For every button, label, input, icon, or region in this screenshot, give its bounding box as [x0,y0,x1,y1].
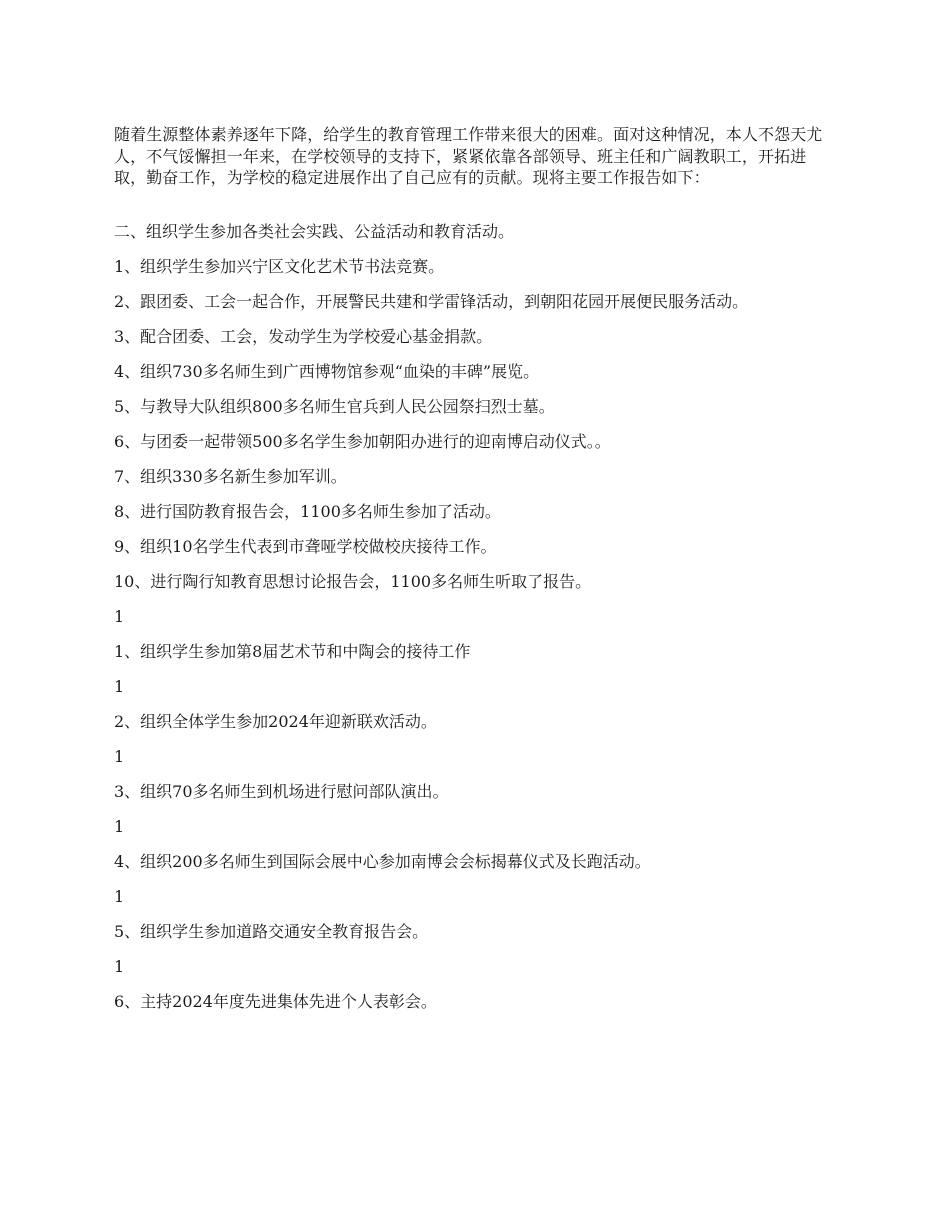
list-item: 3、组织70多名师生到机场进行慰问部队演出。 [114,781,449,801]
list-item: 4、组织200多名师生到国际会展中心参加南博会会标揭幕仪式及长跑活动。 [114,851,651,871]
list-item: 2、跟团委、工会一起合作，开展警民共建和学雷锋活动，到朝阳花园开展便民服务活动。 [114,291,749,311]
list-item: 1、组织学生参加第8届艺术节和中陶会的接待工作 [114,641,471,661]
list-item: 6、与团委一起带领500多名学生参加朝阳办进行的迎南博启动仪式。。 [114,431,611,451]
list-item: 9、组织10名学生代表到市聋哑学校做校庆接待工作。 [114,536,497,556]
section-heading: 二、组织学生参加各类社会实践、公益活动和教育活动。 [114,221,515,241]
page-marker: 1 [114,816,125,836]
list-item: 1、组织学生参加兴宁区文化艺术节书法竞赛。 [114,256,445,276]
list-item: 8、进行国防教育报告会，1100多名师生参加了活动。 [114,501,501,521]
list-item: 7、组织330多名新生参加军训。 [114,466,347,486]
page-marker: 1 [114,606,125,626]
document-page [114,124,824,1026]
list-item: 5、组织学生参加道路交通安全教育报告会。 [114,921,429,941]
list-item: 2、组织全体学生参加2024年迎新联欢活动。 [114,711,437,731]
list-item: 10、进行陶行知教育思想讨论报告会，1100多名师生听取了报告。 [114,571,592,591]
page-marker: 1 [114,886,125,906]
list-item: 4、组织730多名师生到广西博物馆参观“血染的丰碑”展览。 [114,361,540,381]
intro-paragraph: 随着生源整体素养逐年下降，给学生的教育管理工作带来很大的困难。面对这种情况，本人不怨天尤人，不气馁懈担一年来，在学校领导的支持下，紧紧依靠各部领导、班主任和广阔教职工，开拓进取，勤奋工作，为学校的稳定进展作出了自己应有的贡献。现将主要工作报告如下： [114,125,823,187]
list-item: 6、主持2024年度先进集体先进个人表彰会。 [114,991,437,1011]
page-marker: 1 [114,956,125,976]
page-marker: 1 [114,676,125,696]
list-item: 3、配合团委、工会，发动学生为学校爱心基金捐款。 [114,326,493,346]
page-marker: 1 [114,746,125,766]
list-item: 5、与教导大队组织800多名师生官兵到人民公园祭扫烈士墓。 [114,396,555,416]
